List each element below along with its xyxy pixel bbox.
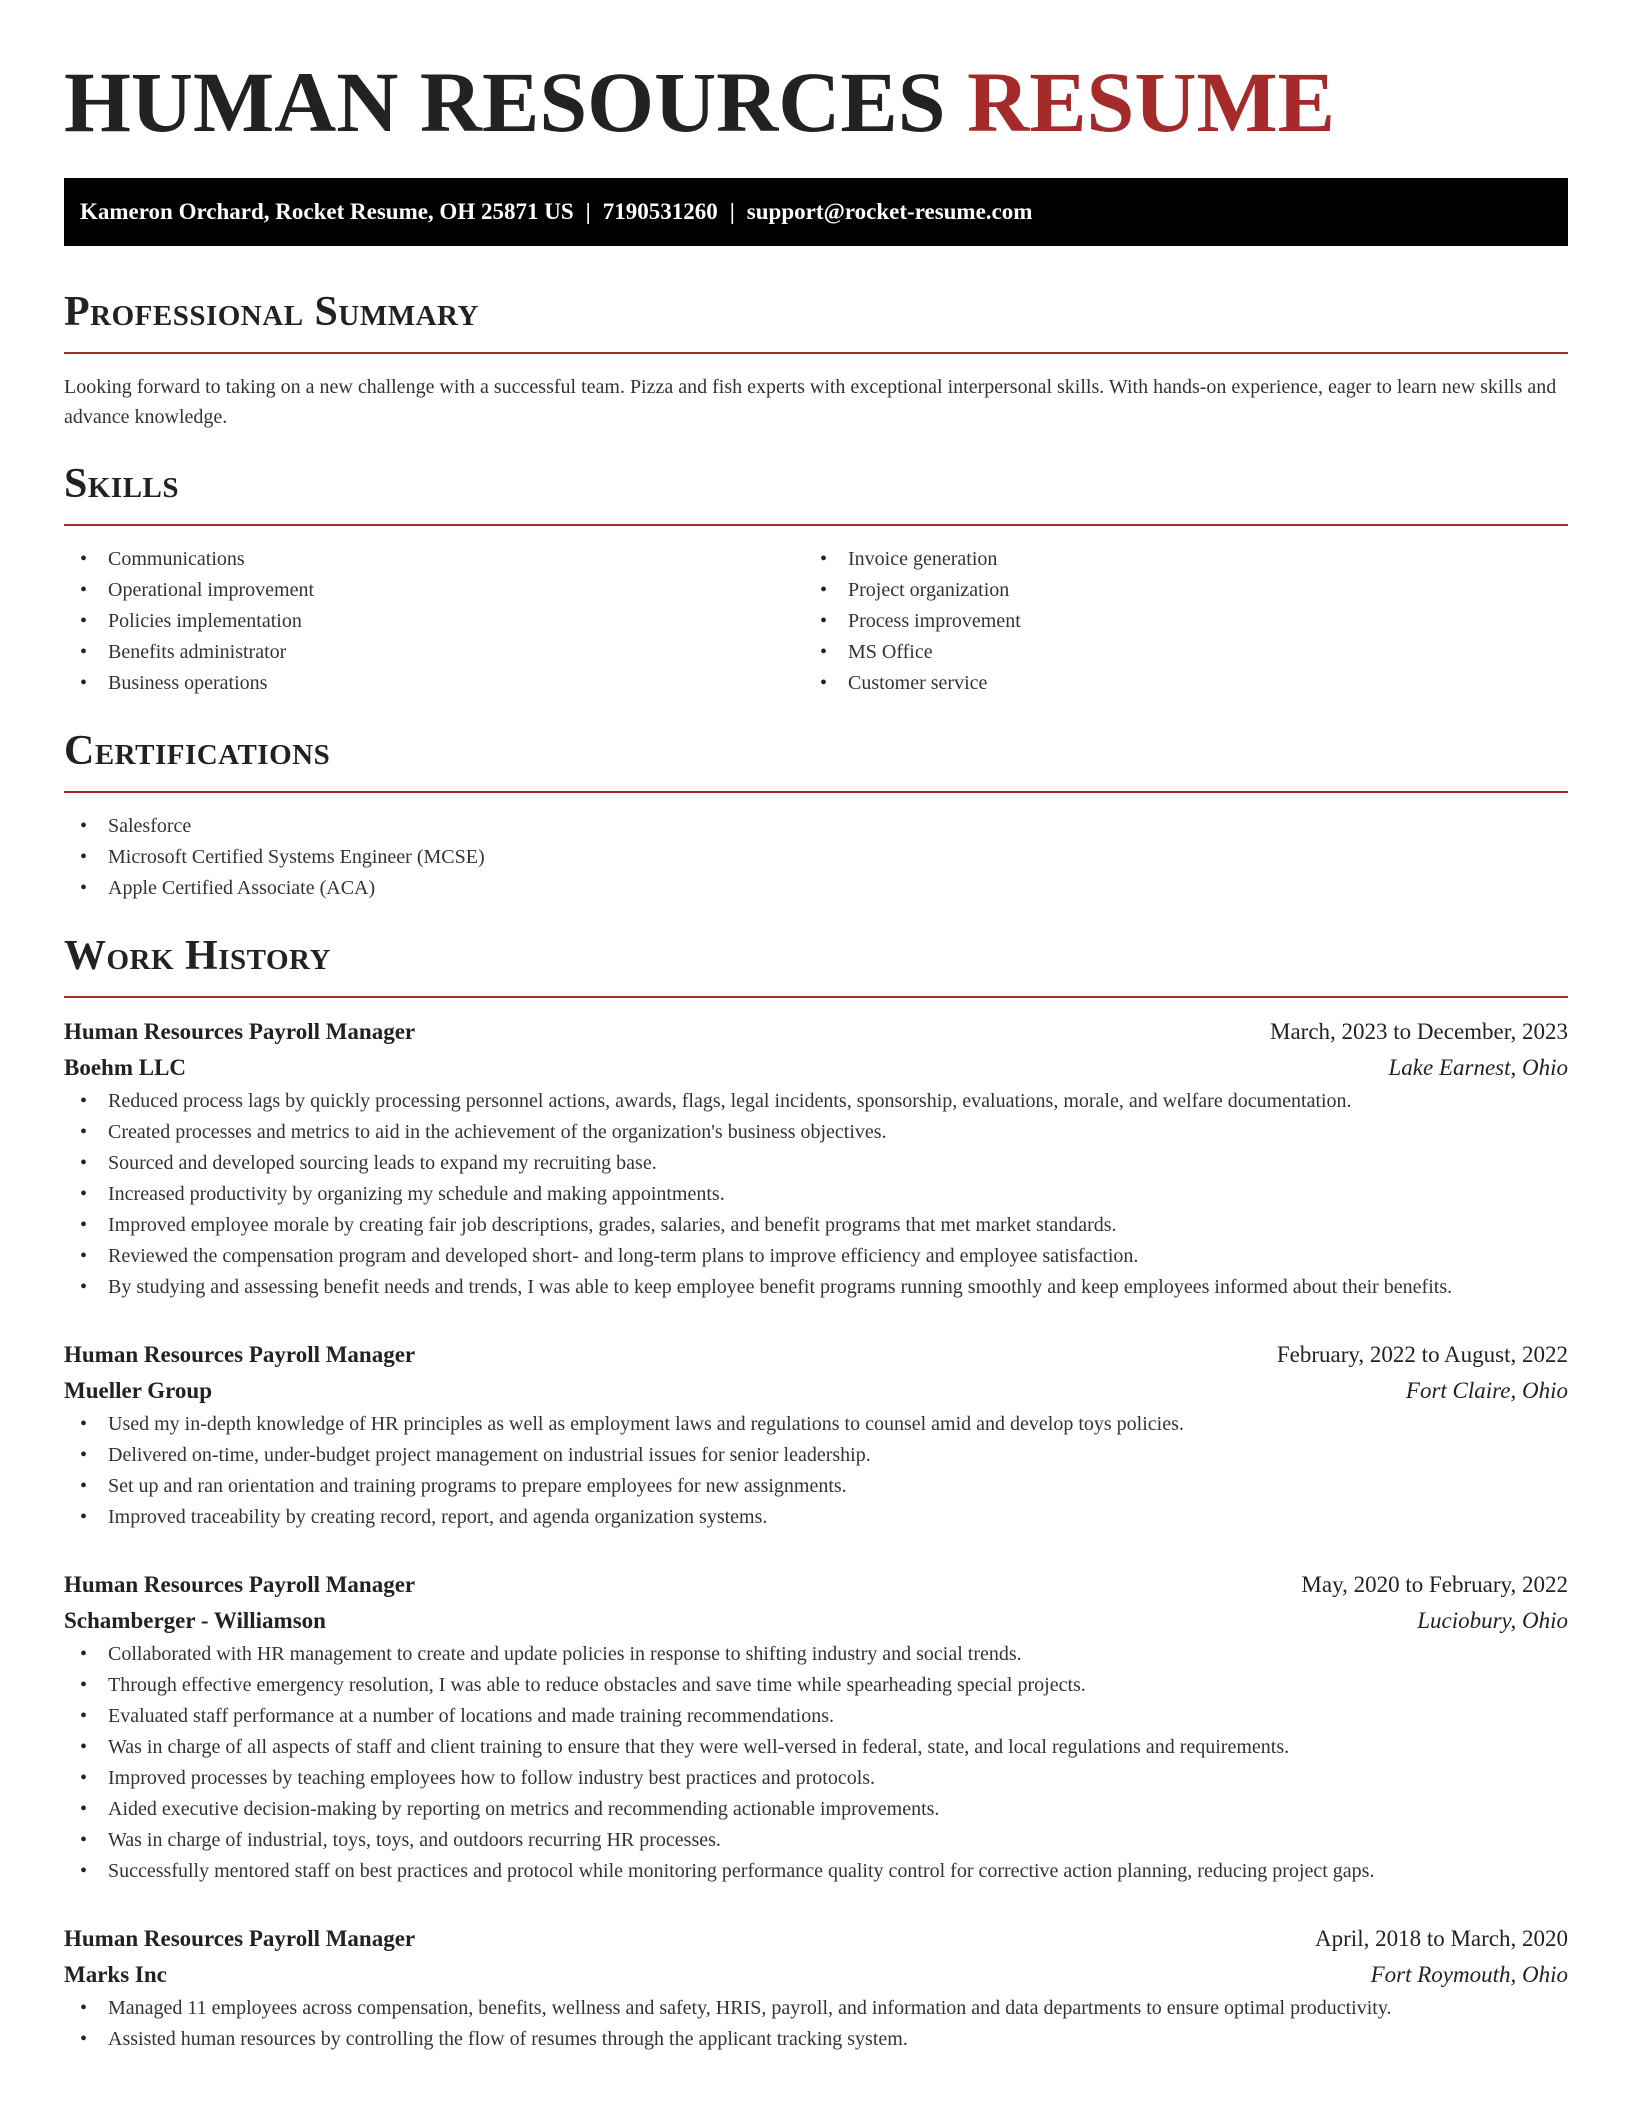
job-bullet: • Improved processes by teaching employees how to follow industry best practices and protocols.: [64, 1763, 1568, 1794]
job-bullet: • Aided executive decision-making by reporting on metrics and recommending actionable improvements.: [64, 1794, 1568, 1825]
job-bullet: • Successfully mentored staff on best practices and protocol while monitoring performance quality control for corrective action planning, reducing project gaps.: [64, 1856, 1568, 1887]
job-dates: May, 2020 to February, 2022: [1301, 1572, 1568, 1597]
job-company-row: [64, 1603, 1568, 1639]
job-title: Human Resources Payroll Manager: [64, 1019, 416, 1044]
resume-page: [64, 0, 1568, 2055]
job-header-row: [64, 1337, 1568, 1373]
skill-item: • MS Office: [804, 637, 1544, 668]
skill-item: • Customer service: [804, 668, 1544, 699]
section-divider: [64, 524, 1568, 526]
job-entry: [64, 1014, 1568, 1303]
job-bullets: [64, 1993, 1568, 2055]
job-location: Fort Claire, Ohio: [1405, 1378, 1568, 1403]
certifications-section: [64, 727, 1568, 904]
certifications-list: [64, 811, 1568, 904]
contact-separator: |: [729, 199, 735, 224]
job-bullet: • Managed 11 employees across compensation, benefits, wellness and safety, HRIS, payroll, and information and data departments to ensure optimal productivity.: [64, 1993, 1568, 2024]
job-entry: [64, 1567, 1568, 1887]
certification-item: • Salesforce: [64, 811, 1568, 842]
job-dates: April, 2018 to March, 2020: [1315, 1926, 1568, 1951]
skill-item: • Business operations: [64, 668, 804, 699]
section-divider: [64, 352, 1568, 354]
skill-item: • Benefits administrator: [64, 637, 804, 668]
work-history-heading: Work History: [64, 933, 331, 979]
job-bullet: • Improved employee morale by creating fair job descriptions, grades, salaries, and benefit programs that met market standards.: [64, 1210, 1568, 1241]
summary-text: Looking forward to taking on a new challenge with a successful team. Pizza and fish experts with exceptional interpersonal skills. With hands-on experience, eager to learn new skills and advance knowledge.: [64, 376, 1557, 428]
job-bullets: [64, 1086, 1568, 1303]
title-main: HUMAN RESOURCES: [64, 54, 946, 150]
skills-column-left: [64, 544, 804, 699]
job-bullet: • Was in charge of industrial, toys, toys, and outdoors recurring HR processes.: [64, 1825, 1568, 1856]
skill-item: • Process improvement: [804, 606, 1544, 637]
skills-heading: Skills: [64, 461, 180, 507]
job-company-row: [64, 1957, 1568, 1993]
job-bullet: • Evaluated staff performance at a number of locations and made training recommendations.: [64, 1701, 1568, 1732]
work-history-section: [64, 932, 1568, 2055]
skill-item: • Operational improvement: [64, 575, 804, 606]
job-title: Human Resources Payroll Manager: [64, 1926, 416, 1951]
contact-email[interactable]: support@rocket-resume.com: [746, 199, 1033, 224]
skills-column-right: [804, 544, 1544, 699]
job-title: Human Resources Payroll Manager: [64, 1342, 416, 1367]
job-location: Luciobury, Ohio: [1417, 1608, 1568, 1633]
job-bullet: • Delivered on-time, under-budget project management on industrial issues for senior leadership.: [64, 1440, 1568, 1471]
job-entry: [64, 1337, 1568, 1533]
section-divider: [64, 791, 1568, 793]
summary-section: [64, 288, 1568, 432]
job-company-row: [64, 1050, 1568, 1086]
job-company: Marks Inc: [64, 1962, 167, 1987]
job-bullets: [64, 1409, 1568, 1533]
contact-separator: |: [585, 199, 591, 224]
skill-item: • Policies implementation: [64, 606, 804, 637]
resume-title: [64, 54, 1568, 150]
job-location: Lake Earnest, Ohio: [1388, 1055, 1568, 1080]
job-bullet: • Set up and ran orientation and training programs to prepare employees for new assignments.: [64, 1471, 1568, 1502]
certification-item: • Microsoft Certified Systems Engineer (MCSE): [64, 842, 1568, 873]
job-bullet: • Used my in-depth knowledge of HR principles as well as employment laws and regulations to counsel amid and develop toys policies.: [64, 1409, 1568, 1440]
job-header-row: [64, 1921, 1568, 1957]
job-bullet: • Sourced and developed sourcing leads to expand my recruiting base.: [64, 1148, 1568, 1179]
job-entry: [64, 1921, 1568, 2055]
job-company-row: [64, 1373, 1568, 1409]
skills-list-right: [804, 544, 1544, 699]
title-accent: RESUME: [967, 54, 1336, 150]
skills-grid: [64, 544, 1568, 699]
contact-phone: 7190531260: [602, 199, 718, 224]
job-location: Fort Roymouth, Ohio: [1370, 1962, 1568, 1987]
job-company: Mueller Group: [64, 1378, 213, 1403]
job-company: Boehm LLC: [64, 1055, 187, 1080]
skills-list-left: [64, 544, 804, 699]
job-bullet: • Collaborated with HR management to create and update policies in response to shifting industry and social trends.: [64, 1639, 1568, 1670]
job-bullet: • Increased productivity by organizing my schedule and making appointments.: [64, 1179, 1568, 1210]
job-bullet: • By studying and assessing benefit needs and trends, I was able to keep employee benefit programs running smoothly and keep employees informed about their benefits.: [64, 1272, 1568, 1303]
skill-item: • Project organization: [804, 575, 1544, 606]
certification-item: • Apple Certified Associate (ACA): [64, 873, 1568, 904]
skill-item: • Communications: [64, 544, 804, 575]
section-divider: [64, 996, 1568, 998]
job-bullets: [64, 1639, 1568, 1887]
job-bullet: • Assisted human resources by controlling the flow of resumes through the applicant tracking system.: [64, 2024, 1568, 2055]
skills-section: [64, 460, 1568, 699]
skill-item: • Invoice generation: [804, 544, 1544, 575]
job-dates: February, 2022 to August, 2022: [1276, 1342, 1568, 1367]
job-title: Human Resources Payroll Manager: [64, 1572, 416, 1597]
certifications-heading: Certifications: [64, 728, 331, 774]
job-company: Schamberger - Williamson: [64, 1608, 326, 1633]
job-bullet: • Reduced process lags by quickly processing personnel actions, awards, flags, legal incidents, sponsorship, evaluations, morale, and welfare documentation.: [64, 1086, 1568, 1117]
job-bullet: • Created processes and metrics to aid in the achievement of the organization's business objectives.: [64, 1117, 1568, 1148]
job-bullet: • Reviewed the compensation program and developed short- and long-term plans to improve efficiency and employee satisfaction.: [64, 1241, 1568, 1272]
job-bullet: • Was in charge of all aspects of staff and client training to ensure that they were well-versed in federal, state, and local regulations and requirements.: [64, 1732, 1568, 1763]
job-bullet: • Through effective emergency resolution, I was able to reduce obstacles and save time while spearheading special projects.: [64, 1670, 1568, 1701]
contact-address: Kameron Orchard, Rocket Resume, OH 25871 US: [80, 199, 574, 224]
summary-heading: Professional Summary: [64, 289, 479, 335]
job-bullet: • Improved traceability by creating record, report, and agenda organization systems.: [64, 1502, 1568, 1533]
contact-bar: [64, 178, 1568, 246]
job-dates: March, 2023 to December, 2023: [1270, 1019, 1568, 1044]
job-header-row: [64, 1567, 1568, 1603]
job-header-row: [64, 1014, 1568, 1050]
